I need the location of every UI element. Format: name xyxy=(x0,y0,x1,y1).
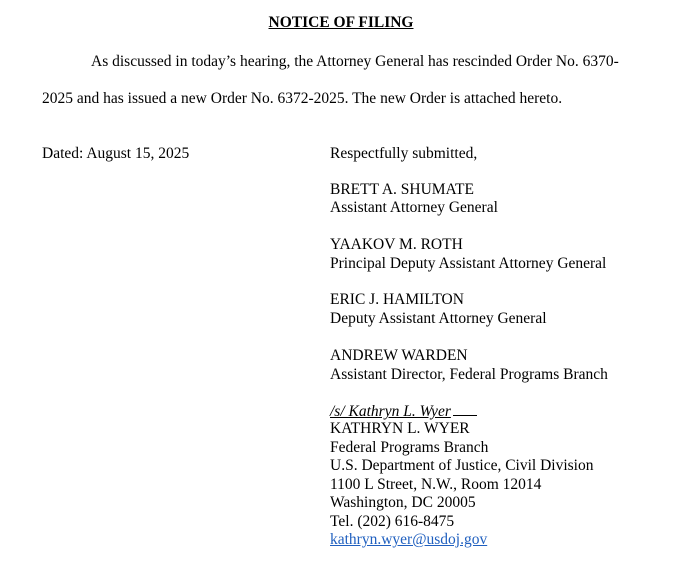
signatory-name: BRETT A. SHUMATE xyxy=(330,181,474,198)
signatory-name: ANDREW WARDEN xyxy=(330,347,468,364)
body-paragraph-line-1: As discussed in today’s hearing, the Attorney General has rescinded Order No. 6370- xyxy=(91,53,619,70)
email-address[interactable]: kathryn.wyer@usdoj.gov xyxy=(330,531,488,548)
document-title: NOTICE OF FILING xyxy=(268,14,414,31)
signer-street-address: 1100 L Street, N.W., Room 12014 xyxy=(330,476,542,493)
signatory-title: Assistant Director, Federal Programs Branch xyxy=(330,366,608,383)
closing-line: Respectfully submitted, xyxy=(330,145,478,162)
signatory-name: YAAKOV M. ROTH xyxy=(330,236,463,253)
signer-city: Washington, DC 20005 xyxy=(330,494,476,511)
signer-branch: Federal Programs Branch xyxy=(330,439,489,456)
body-paragraph-line-2: 2025 and has issued a new Order No. 6372-2025. The new Order is attached hereto. xyxy=(42,90,563,107)
signature-underline xyxy=(453,402,477,416)
signatory-title: Deputy Assistant Attorney General xyxy=(330,310,547,327)
electronic-signature xyxy=(330,402,477,421)
signature-text: /s/ Kathryn L. Wyer xyxy=(330,403,451,420)
signatory-title: Principal Deputy Assistant Attorney General xyxy=(330,255,607,272)
signatory-name: ERIC J. HAMILTON xyxy=(330,291,464,308)
signatory-title: Assistant Attorney General xyxy=(330,199,498,216)
signer-name: KATHRYN L. WYER xyxy=(330,420,470,437)
signer-email-link[interactable] xyxy=(330,531,487,549)
signer-phone: Tel. (202) 616-8475 xyxy=(330,513,455,530)
signer-division: U.S. Department of Justice, Civil Division xyxy=(330,457,594,474)
date-line: Dated: August 15, 2025 xyxy=(42,145,190,162)
